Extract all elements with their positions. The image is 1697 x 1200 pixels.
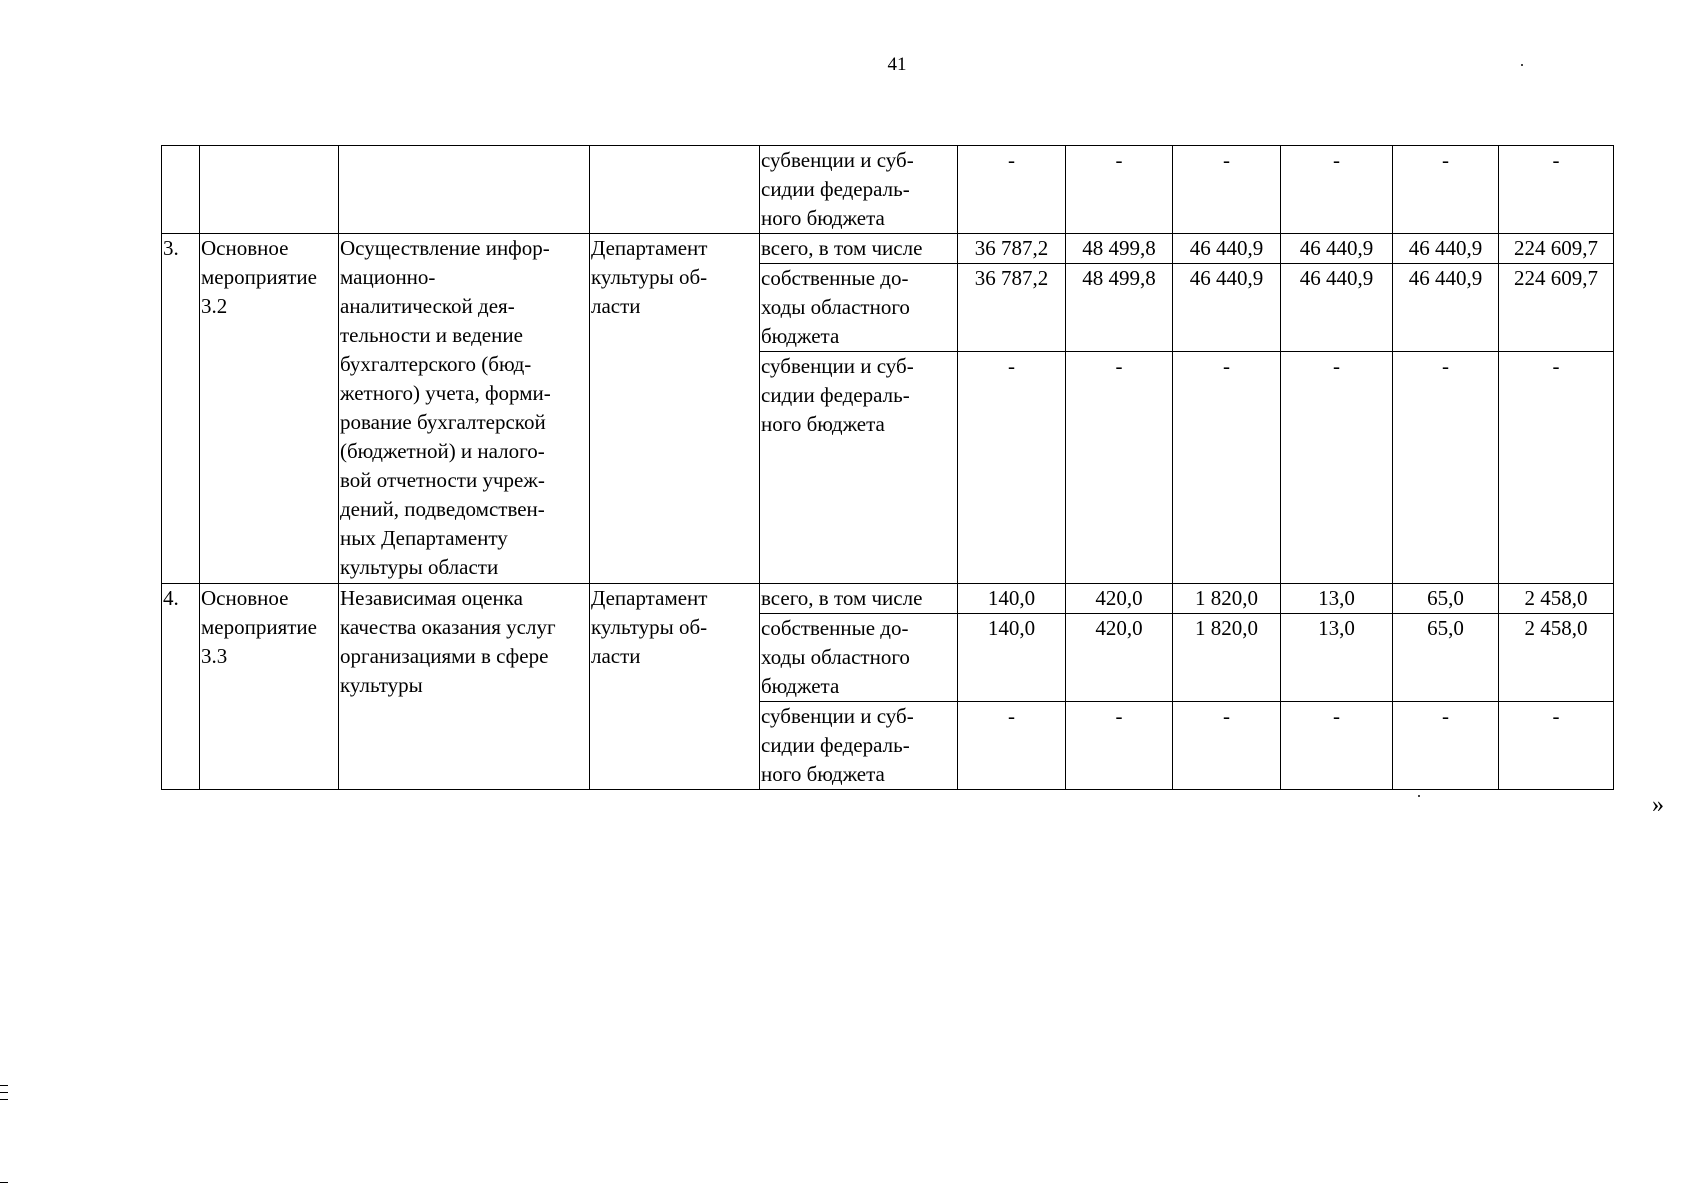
funding-source-line: ного бюджета [761, 762, 885, 786]
amount-cell: 48 499,8 [1066, 264, 1173, 352]
executor-cell [590, 584, 760, 790]
table-body [162, 146, 1614, 790]
description-line: Осуществление инфор- [340, 236, 550, 260]
table-row [162, 584, 1614, 614]
amount-cell: - [1499, 702, 1614, 790]
funding-source-line: собственные до- [761, 266, 909, 290]
amount-cell: 2 458,0 [1499, 584, 1614, 614]
amount-cell: - [1281, 146, 1393, 234]
description-line: дений, подведомствен- [340, 497, 545, 521]
amount-cell: 65,0 [1393, 584, 1499, 614]
funding-source-line: сидии федераль- [761, 177, 910, 201]
scan-speck [1521, 64, 1523, 66]
row-number-cell: 4. [162, 584, 200, 790]
amount-cell: 65,0 [1393, 614, 1499, 702]
amount-cell: - [1173, 352, 1281, 584]
amount-cell: 420,0 [1066, 584, 1173, 614]
event-name-cell [200, 146, 339, 234]
executor-line: Департамент [591, 586, 708, 610]
funding-source-cell [760, 702, 958, 790]
margin-mark [0, 1182, 8, 1183]
amount-cell: 224 609,7 [1499, 234, 1614, 264]
event-description-cell [339, 146, 590, 234]
amount-cell: - [1393, 702, 1499, 790]
amount-cell: - [1281, 352, 1393, 584]
funding-source-line: ного бюджета [761, 206, 885, 230]
funding-source-line: собственные до- [761, 616, 909, 640]
amount-cell: 1 820,0 [1173, 584, 1281, 614]
amount-cell: 36 787,2 [958, 234, 1066, 264]
funding-source-line: субвенции и суб- [761, 704, 914, 728]
amount-cell: 46 440,9 [1173, 264, 1281, 352]
funding-source-cell [760, 264, 958, 352]
amount-cell: 140,0 [958, 614, 1066, 702]
event-name-cell: Основное мероприятие 3.2 [200, 234, 339, 584]
description-line: качества оказания услуг [340, 615, 556, 639]
amount-cell: - [1393, 146, 1499, 234]
description-line: вой отчетности учреж- [340, 468, 545, 492]
amount-cell: 46 440,9 [1281, 234, 1393, 264]
amount-cell: - [1499, 146, 1614, 234]
funding-source-cell [760, 614, 958, 702]
funding-source-line: бюджета [761, 324, 840, 348]
funding-source-cell [760, 146, 958, 234]
funding-source-line: сидии федераль- [761, 383, 910, 407]
description-line: Независимая оценка [340, 586, 523, 610]
event-description-cell [339, 584, 590, 790]
amount-cell: 13,0 [1281, 614, 1393, 702]
description-line: ных Департаменту [340, 526, 508, 550]
amount-cell: 2 458,0 [1499, 614, 1614, 702]
description-line: (бюджетной) и налого- [340, 439, 545, 463]
executor-cell [590, 234, 760, 584]
funding-source-line: всего, в том числе [761, 586, 923, 610]
funding-source-line: субвенции и суб- [761, 148, 914, 172]
margin-mark [0, 1099, 8, 1100]
amount-cell: 48 499,8 [1066, 234, 1173, 264]
margin-mark [0, 1085, 8, 1086]
scan-speck [1418, 795, 1420, 797]
page-number: 41 [887, 54, 907, 75]
description-line: культуры области [340, 555, 499, 579]
executor-line: Департамент [591, 236, 708, 260]
row-number-cell: 3. [162, 234, 200, 584]
amount-cell: - [958, 352, 1066, 584]
funding-source-line: ходы областного [761, 295, 910, 319]
amount-cell: - [958, 702, 1066, 790]
funding-source-cell [760, 352, 958, 584]
executor-cell [590, 146, 760, 234]
budget-table [161, 145, 1614, 790]
amount-cell: - [1281, 702, 1393, 790]
amount-cell: - [1499, 352, 1614, 584]
amount-cell: 13,0 [1281, 584, 1393, 614]
funding-source-line: субвенции и суб- [761, 354, 914, 378]
amount-cell: 420,0 [1066, 614, 1173, 702]
executor-line: ласти [591, 644, 641, 668]
funding-source-cell [760, 234, 958, 264]
amount-cell: 224 609,7 [1499, 264, 1614, 352]
description-line: жетного) учета, форми- [340, 381, 551, 405]
funding-source-line: всего, в том числе [761, 236, 923, 260]
description-line: аналитической дея- [340, 294, 515, 318]
amount-cell: 46 440,9 [1281, 264, 1393, 352]
amount-cell: - [1173, 702, 1281, 790]
amount-cell: 140,0 [958, 584, 1066, 614]
amount-cell: 36 787,2 [958, 264, 1066, 352]
description-line: рование бухгалтерской [340, 410, 546, 434]
amount-cell: - [1066, 352, 1173, 584]
description-line: культуры [340, 673, 423, 697]
row-number-cell [162, 146, 200, 234]
description-line: мационно- [340, 265, 436, 289]
amount-cell: - [1173, 146, 1281, 234]
funding-source-line: ного бюджета [761, 412, 885, 436]
event-description-cell [339, 234, 590, 584]
description-line: тельности и ведение [340, 323, 523, 347]
margin-mark [0, 1092, 8, 1093]
amount-cell: - [958, 146, 1066, 234]
event-name-cell: Основное мероприятие 3.3 [200, 584, 339, 790]
executor-line: культуры об- [591, 265, 708, 289]
funding-source-line: ходы областного [761, 645, 910, 669]
funding-source-line: бюджета [761, 674, 840, 698]
amount-cell: - [1066, 702, 1173, 790]
amount-cell: 1 820,0 [1173, 614, 1281, 702]
description-line: бухгалтерского (бюд- [340, 352, 532, 376]
executor-line: культуры об- [591, 615, 708, 639]
amount-cell: 46 440,9 [1173, 234, 1281, 264]
amount-cell: 46 440,9 [1393, 264, 1499, 352]
amount-cell: - [1393, 352, 1499, 584]
funding-source-line: сидии федераль- [761, 733, 910, 757]
funding-source-cell [760, 584, 958, 614]
table-row [162, 234, 1614, 264]
amount-cell: 46 440,9 [1393, 234, 1499, 264]
amount-cell: - [1066, 146, 1173, 234]
description-line: организациями в сфере [340, 644, 549, 668]
closing-quote: » [1652, 792, 1664, 818]
executor-line: ласти [591, 294, 641, 318]
table-row [162, 146, 1614, 234]
